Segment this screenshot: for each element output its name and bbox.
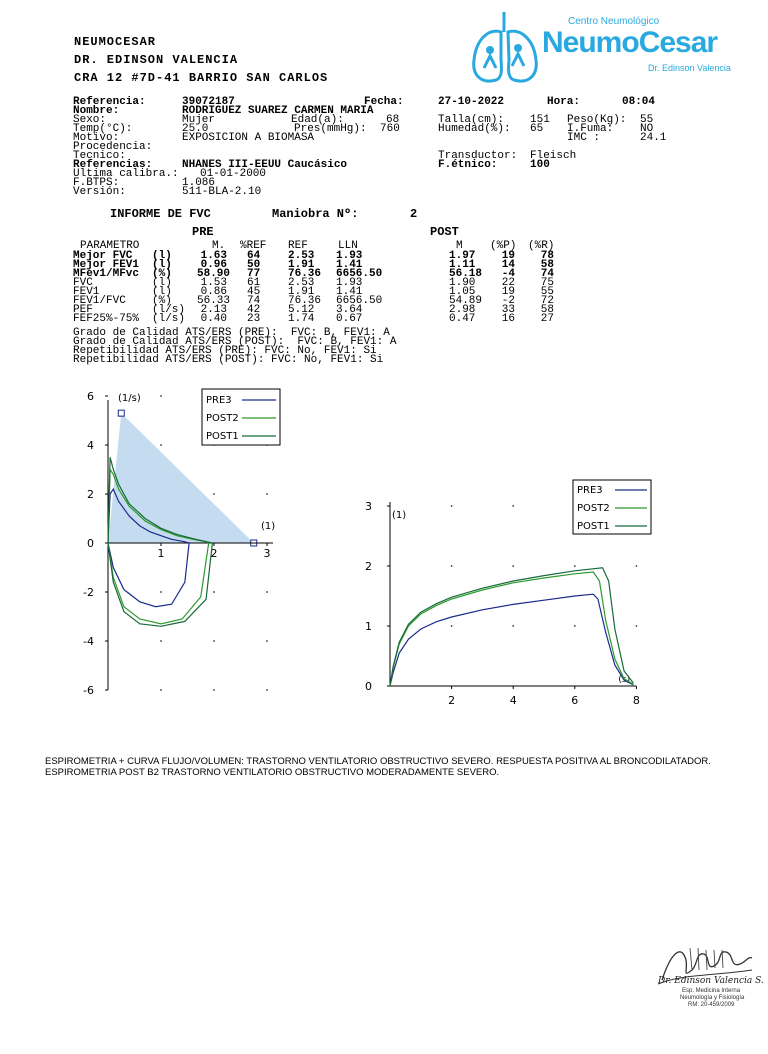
y-tick-label: 6 — [87, 390, 94, 403]
legend-label: PRE3 — [206, 395, 232, 406]
table-cell-m: 58.90 — [197, 268, 231, 280]
y-tick-label: -4 — [83, 635, 94, 648]
table-cell-ref: 1.91 — [288, 286, 315, 298]
label-humedad: Humedad(%): — [438, 123, 511, 135]
signature-spec-2: Neumología y Fisiología — [680, 995, 745, 1001]
y-tick-label: 2 — [87, 488, 94, 501]
table-cell-pref: 61 — [247, 277, 261, 289]
series-line — [390, 594, 633, 686]
x-tick-label: 2 — [448, 694, 456, 707]
label-nombre: Nombre: — [73, 105, 120, 117]
table-cell-ref: 1.91 — [288, 259, 315, 271]
label-pres: Pres(mmHg): — [294, 123, 367, 135]
value-referencia: 39072187 — [182, 96, 235, 108]
y-tick-label: 4 — [87, 439, 94, 452]
label-fbtps: F.BTPS: — [73, 177, 120, 189]
label-sexo: Sexo: — [73, 114, 107, 126]
value-talla: 151 — [530, 114, 550, 126]
signature-stamp — [652, 940, 764, 1018]
table-cell-lln: 1.93 — [336, 277, 363, 289]
table-cell-pr: 55 — [540, 286, 554, 298]
table-cell-unit: (%) — [152, 268, 172, 280]
grid-dot — [636, 565, 638, 567]
table-cell-pp: 22 — [501, 277, 515, 289]
col-header-pref: %REF — [240, 240, 267, 252]
table-cell-name: FEV1/FVC — [73, 295, 126, 307]
label-transductor: Transductor: — [438, 150, 518, 162]
quality-post: Grado de Calidad ATS/ERS (POST): FVC: B, FEV1: A — [73, 336, 397, 348]
table-cell-pref: 77 — [247, 268, 261, 280]
value-hora: 08:04 — [622, 96, 656, 108]
signature-reg: RM: 20-459/2009 — [688, 1002, 735, 1008]
grid-dot — [266, 493, 268, 495]
table-cell-ref: 2.53 — [288, 277, 315, 289]
col-header-parametro: PARAMETRO — [80, 240, 140, 252]
col-header-post-m: M — [456, 240, 463, 252]
value-motivo: EXPOSICION A BIOMASA — [182, 132, 315, 144]
legend-label: POST2 — [577, 503, 610, 514]
y-tick-label: 1 — [365, 620, 372, 633]
table-cell-pm: 1.05 — [449, 286, 476, 298]
table-cell-unit: (l/s) — [152, 304, 186, 316]
diagnosis-line-2: ESPIROMETRIA POST B2 TRASTORNO VENTILATORIO OBSTRUCTIVO MODERADAMENTE SEVERO. — [45, 767, 500, 778]
col-header-ref: REF — [288, 240, 308, 252]
grid-dot — [512, 565, 514, 567]
signature-name: Dr. Edinson Valencia S. — [658, 976, 764, 986]
table-cell-pm: 2.98 — [449, 304, 476, 316]
table-cell-lln: 3.64 — [336, 304, 363, 316]
value-calibra: 01-01-2000 — [200, 168, 267, 180]
value-fbtps: 1.086 — [182, 177, 216, 189]
table-cell-pm: 1.97 — [449, 250, 476, 262]
table-cell-unit: (%) — [152, 295, 172, 307]
quality-pre: Grado de Calidad ATS/ERS (PRE): FVC: B, FEV1: A — [73, 327, 390, 339]
repeat-post: Repetibilidad ATS/ERS (POST): FVC: No, FEV1: Si — [73, 354, 384, 366]
table-cell-lln: 0.67 — [336, 313, 363, 325]
table-cell-m: 1.63 — [200, 250, 227, 262]
table-cell-unit: (l/s) — [152, 313, 186, 325]
label-procedencia: Procedencia: — [73, 141, 153, 153]
grid-dot — [213, 591, 215, 593]
volume-time-chart — [355, 478, 655, 708]
x-tick-label: 1 — [157, 547, 165, 560]
y-tick-label: 0 — [365, 680, 372, 693]
x-tick-label: 3 — [263, 547, 271, 560]
label-peso: Peso(Kg): — [567, 114, 627, 126]
legend-label: POST1 — [206, 431, 239, 442]
table-cell-name: FEV1 — [73, 286, 100, 298]
value-fecha: 27-10-2022 — [438, 96, 505, 108]
table-cell-m: 0.96 — [200, 259, 227, 271]
table-cell-pp: 19 — [501, 250, 515, 262]
legend-label: PRE3 — [577, 485, 603, 496]
table-cell-pr: 78 — [540, 250, 554, 262]
value-ifuma: NO — [640, 123, 654, 135]
table-cell-pp: 14 — [501, 259, 515, 271]
lungs-logo-icon — [468, 10, 548, 90]
table-cell-name: Mejor FVC — [73, 250, 133, 262]
table-cell-name: Mejor FEV1 — [73, 259, 140, 271]
x-tick-label: 6 — [571, 694, 579, 707]
label-talla: Talla(cm): — [438, 114, 505, 126]
table-cell-lln: 6656.50 — [336, 268, 383, 280]
table-cell-pref: 50 — [247, 259, 261, 271]
value-humedad: 65 — [530, 123, 544, 135]
post-heading: POST — [430, 225, 459, 239]
table-cell-ref: 5.12 — [288, 304, 315, 316]
table-cell-pr: 72 — [540, 295, 554, 307]
grid-dot — [160, 591, 162, 593]
maniobra-value: 2 — [410, 207, 418, 221]
table-cell-ref: 1.74 — [288, 313, 315, 325]
table-cell-m: 1.53 — [200, 277, 227, 289]
table-cell-pp: -4 — [501, 268, 515, 280]
table-cell-pr: 58 — [540, 259, 554, 271]
table-cell-lln: 1.41 — [336, 286, 363, 298]
label-imc: IMC : — [567, 132, 601, 144]
logo — [468, 10, 748, 90]
clinic-name: NEUMOCESAR — [74, 35, 157, 49]
signature-spec-1: Esp. Medicina Interna — [682, 988, 741, 994]
table-cell-pref: 64 — [247, 250, 261, 262]
predicted-peak-marker — [118, 410, 124, 416]
grid-dot — [213, 493, 215, 495]
table-cell-pm: 56.18 — [449, 268, 483, 280]
pre-heading: PRE — [192, 225, 214, 239]
flow-volume-chart — [60, 385, 290, 705]
table-cell-pref: 45 — [247, 286, 261, 298]
label-hora: Hora: — [547, 96, 581, 108]
table-cell-pm: 1.11 — [449, 259, 476, 271]
col-header-m: M. — [212, 240, 226, 252]
table-cell-unit: (l) — [152, 286, 172, 298]
grid-dot — [160, 395, 162, 397]
x-axis-label: (s) — [618, 675, 631, 685]
report-title: INFORME DE FVC — [110, 207, 211, 221]
table-cell-pm: 0.47 — [449, 313, 476, 325]
grid-dot — [213, 640, 215, 642]
table-cell-unit: (l) — [152, 259, 172, 271]
label-motivo: Motivo: — [73, 132, 120, 144]
table-cell-pp: 16 — [501, 313, 515, 325]
label-version: Versión: — [73, 186, 126, 198]
table-cell-lln: 1.93 — [336, 250, 363, 262]
table-cell-ref: 76.36 — [288, 295, 322, 307]
y-tick-label: -6 — [83, 684, 94, 697]
y-tick-label: -2 — [83, 586, 94, 599]
x-axis-label: (1) — [261, 521, 276, 532]
grid-dot — [160, 689, 162, 691]
table-cell-pp: -2 — [501, 295, 515, 307]
y-tick-label: 0 — [87, 537, 94, 550]
table-cell-m: 0.86 — [200, 286, 227, 298]
grid-dot — [266, 640, 268, 642]
table-cell-ref: 2.53 — [288, 250, 315, 262]
clinic-address: CRA 12 #7D-41 BARRIO SAN CARLOS — [74, 71, 329, 85]
grid-dot — [512, 505, 514, 507]
table-cell-unit: (l) — [152, 277, 172, 289]
x-tick-label: 2 — [210, 547, 218, 560]
value-fetnico: 100 — [530, 159, 550, 171]
table-cell-ref: 76.36 — [288, 268, 322, 280]
label-temp: Temp(°C): — [73, 123, 133, 135]
table-cell-pref: 42 — [247, 304, 261, 316]
grid-dot — [266, 591, 268, 593]
table-cell-pr: 74 — [540, 268, 554, 280]
table-cell-name: FVC — [73, 277, 93, 289]
repeat-pre: Repetibilidad ATS/ERS (PRE): FVC: No, FEV1: Si — [73, 345, 377, 357]
y-axis-label: (1/s) — [118, 393, 141, 404]
table-cell-m: 56.33 — [197, 295, 231, 307]
table-cell-pm: 1.90 — [449, 277, 476, 289]
grid-dot — [574, 625, 576, 627]
grid-dot — [574, 565, 576, 567]
value-nombre: RODRIGUEZ SUAREZ CARMEN MARIA — [182, 105, 374, 117]
label-referencia: Referencia: — [73, 96, 146, 108]
table-cell-pm: 54.89 — [449, 295, 483, 307]
col-header-pr: (%R) — [528, 240, 555, 252]
table-cell-name: PEF — [73, 304, 93, 316]
value-edad: 68 — [386, 114, 400, 126]
value-pres: 760 — [380, 123, 400, 135]
grid-dot — [512, 625, 514, 627]
value-referencias: NHANES III-EEUU Caucásico — [182, 159, 348, 171]
table-cell-pp: 33 — [501, 304, 515, 316]
maniobra-label: Maniobra Nº: — [272, 207, 359, 221]
col-header-pp: (%P) — [490, 240, 517, 252]
y-axis-label: (1) — [392, 510, 407, 521]
x-tick-label: 8 — [632, 694, 640, 707]
grid-dot — [160, 640, 162, 642]
x-tick-label: 4 — [509, 694, 517, 707]
label-referencias: Referencias: — [73, 159, 153, 171]
label-edad: Edad(a): — [291, 114, 344, 126]
grid-dot — [160, 444, 162, 446]
table-cell-pref: 74 — [247, 295, 261, 307]
table-cell-pp: 19 — [501, 286, 515, 298]
grid-dot — [636, 625, 638, 627]
table-cell-name: FEF25%-75% — [73, 313, 140, 325]
legend-label: POST1 — [577, 521, 610, 532]
table-cell-lln: 1.41 — [336, 259, 363, 271]
table-cell-name: MFev1/MFvc — [73, 268, 140, 280]
label-fecha: Fecha: — [364, 96, 404, 108]
logo-sub-text: Dr. Edinson Valencia — [648, 63, 731, 73]
grid-dot — [451, 625, 453, 627]
doctor-name: DR. EDINSON VALENCIA — [74, 53, 239, 67]
value-peso: 55 — [640, 114, 654, 126]
logo-brand: NeumoCesar — [542, 26, 718, 59]
y-tick-label: 3 — [365, 500, 372, 513]
label-tecnico: Tecnico: — [73, 150, 126, 162]
value-sexo: Mujer — [182, 114, 216, 126]
table-cell-pr: 75 — [540, 277, 554, 289]
y-tick-label: 2 — [365, 560, 372, 573]
grid-dot — [213, 689, 215, 691]
label-calibra: Ultima calibra.: — [73, 168, 179, 180]
value-imc: 24.1 — [640, 132, 667, 144]
grid-dot — [451, 565, 453, 567]
value-transductor: Fleisch — [530, 150, 577, 162]
label-ifuma: I.Fuma: — [567, 123, 614, 135]
series-line — [390, 572, 633, 686]
table-cell-unit: (l) — [152, 250, 172, 262]
logo-top-text: Centro Neumológico — [568, 16, 660, 27]
table-cell-pref: 23 — [247, 313, 261, 325]
table-cell-m: 2.13 — [200, 304, 227, 316]
table-cell-lln: 6656.50 — [336, 295, 383, 307]
legend-label: POST2 — [206, 413, 239, 424]
table-cell-pr: 58 — [540, 304, 554, 316]
table-cell-pr: 27 — [540, 313, 554, 325]
value-version: 511-BLA-2.10 — [182, 186, 262, 198]
diagnosis-line-1: ESPIROMETRIA + CURVA FLUJO/VOLUMEN: TRASTORNO VENTILATORIO OBSTRUCTIVO SEVERO. RESPUESTA POSITIVA AL BRONCODILATADOR. — [45, 756, 711, 767]
col-header-lln: LLN — [338, 240, 358, 252]
grid-dot — [266, 689, 268, 691]
grid-dot — [451, 505, 453, 507]
table-cell-m: 0.40 — [200, 313, 227, 325]
label-fetnico: F.étnico: — [438, 159, 498, 171]
value-temp: 25.0 — [182, 123, 209, 135]
